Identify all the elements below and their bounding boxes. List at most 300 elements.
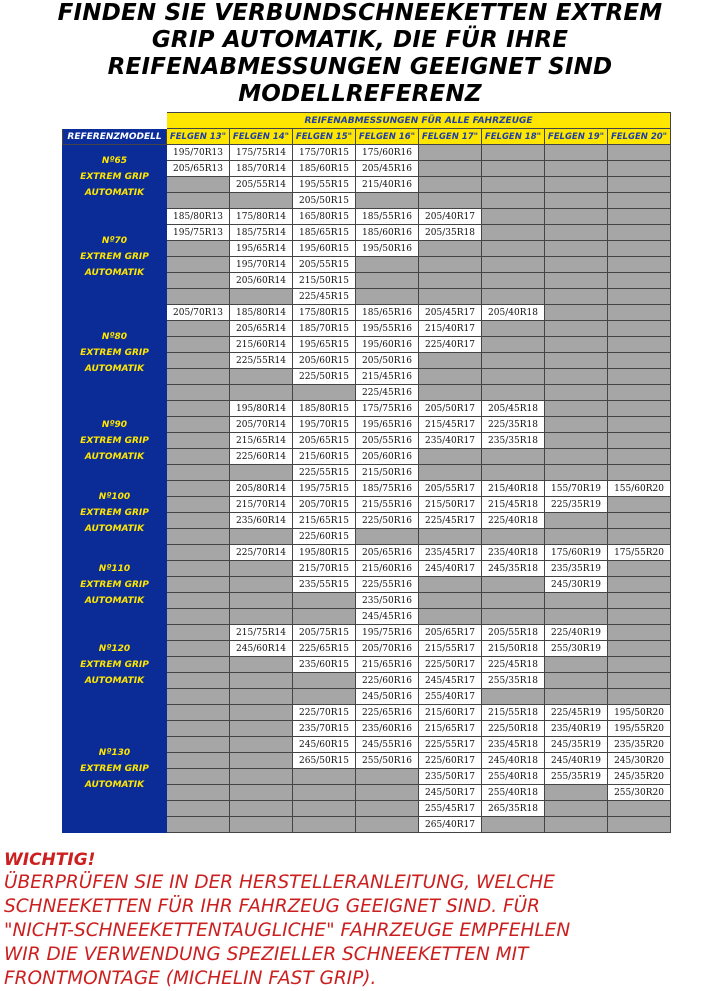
empty-cell (167, 321, 230, 337)
model-reference-line: AUTOMATIK (84, 363, 145, 374)
empty-cell (293, 801, 356, 817)
empty-cell (482, 609, 545, 625)
empty-cell (545, 673, 608, 689)
tire-size-cell: 245/40R19 (545, 753, 608, 769)
tire-size-cell: 175/70R15 (293, 145, 356, 161)
rim-size-header: FELGEN 14" (230, 129, 293, 145)
empty-cell (167, 689, 230, 705)
model-reference-line: Nº110 (98, 563, 131, 574)
tire-size-cell: 205/40R17 (419, 209, 482, 225)
notice-line: FRONTMONTAGE (MICHELIN FAST GRIP). (4, 968, 377, 989)
empty-cell (545, 145, 608, 161)
empty-cell (545, 369, 608, 385)
empty-cell (608, 433, 671, 449)
empty-cell (545, 657, 608, 673)
tire-size-cell: 225/45R16 (356, 385, 419, 401)
tire-size-cell: 265/40R17 (419, 817, 482, 833)
empty-cell (608, 369, 671, 385)
empty-cell (167, 785, 230, 801)
rim-size-header: FELGEN 15" (293, 129, 356, 145)
tire-size-cell: 185/60R15 (293, 161, 356, 177)
empty-cell (356, 529, 419, 545)
tire-size-cell: 215/45R18 (482, 497, 545, 513)
tire-size-cell: 245/35R18 (482, 561, 545, 577)
empty-cell (482, 577, 545, 593)
empty-cell (608, 145, 671, 161)
empty-cell (545, 529, 608, 545)
tire-size-cell: 165/80R15 (293, 209, 356, 225)
model-reference-line: EXTREM GRIP (80, 347, 149, 358)
rim-size-header: FELGEN 19" (545, 129, 608, 145)
tire-size-cell: 185/65R15 (293, 225, 356, 241)
empty-cell (608, 593, 671, 609)
table-row (63, 209, 671, 225)
empty-cell (545, 273, 608, 289)
tire-size-cell: 205/70R15 (293, 497, 356, 513)
empty-cell (482, 449, 545, 465)
tire-size-cell: 205/70R14 (230, 417, 293, 433)
tire-size-cell: 205/35R18 (419, 225, 482, 241)
model-reference-line: AUTOMATIK (84, 595, 145, 606)
empty-cell (608, 673, 671, 689)
tire-size-cell: 195/80R15 (293, 545, 356, 561)
empty-cell (608, 321, 671, 337)
empty-cell (482, 321, 545, 337)
empty-cell (608, 401, 671, 417)
title-line: REIFENABMESSUNGEN GEEIGNET SIND (107, 54, 613, 80)
tire-size-cell: 205/50R15 (293, 193, 356, 209)
tire-size-cell: 215/65R14 (230, 433, 293, 449)
empty-cell (545, 465, 608, 481)
tire-size-cell: 195/65R16 (356, 417, 419, 433)
tire-size-cell: 255/45R17 (419, 801, 482, 817)
tire-size-cell: 205/45R18 (482, 401, 545, 417)
empty-cell (608, 209, 671, 225)
tire-size-cell: 265/35R18 (482, 801, 545, 817)
empty-cell (419, 609, 482, 625)
empty-cell (608, 353, 671, 369)
empty-cell (167, 673, 230, 689)
empty-cell (419, 593, 482, 609)
tire-size-cell: 245/40R18 (482, 753, 545, 769)
tire-size-cell: 155/70R19 (545, 481, 608, 497)
model-reference-line: Nº130 (98, 747, 131, 758)
tire-size-cell: 225/50R16 (356, 513, 419, 529)
table-row (63, 481, 671, 497)
title-line: MODELLREFERENZ (238, 81, 482, 107)
tire-size-cell: 225/60R15 (293, 529, 356, 545)
tire-size-cell: 235/55R15 (293, 577, 356, 593)
empty-cell (545, 321, 608, 337)
tire-size-cell: 245/35R19 (545, 737, 608, 753)
tire-size-cell: 175/80R15 (293, 305, 356, 321)
empty-cell (545, 417, 608, 433)
empty-cell (230, 673, 293, 689)
empty-cell (419, 273, 482, 289)
tire-size-cell: 175/80R14 (230, 209, 293, 225)
empty-cell (356, 769, 419, 785)
tire-size-cell: 255/30R19 (545, 641, 608, 657)
notice-line: SCHNEEKETTEN FÜR IHR FAHRZEUG GEEIGNET SIND. FÜR (4, 896, 541, 917)
empty-cell (230, 385, 293, 401)
empty-cell (482, 225, 545, 241)
tire-size-cell: 205/55R17 (419, 481, 482, 497)
tire-size-cell: 175/60R16 (356, 145, 419, 161)
tire-size-cell: 255/35R19 (545, 769, 608, 785)
tire-size-cell: 175/75R14 (230, 145, 293, 161)
tire-size-cell: 255/35R18 (482, 673, 545, 689)
tire-size-cell: 195/55R20 (608, 721, 671, 737)
empty-cell (608, 257, 671, 273)
table-row (63, 145, 671, 161)
tire-size-cell: 235/45R17 (419, 545, 482, 561)
tire-size-cell: 215/40R17 (419, 321, 482, 337)
tire-size-cell: 225/50R15 (293, 369, 356, 385)
model-reference-line: AUTOMATIK (84, 451, 145, 462)
tire-size-cell: 195/70R14 (230, 257, 293, 273)
empty-cell (167, 289, 230, 305)
tire-size-cell: 205/60R14 (230, 273, 293, 289)
empty-cell (167, 177, 230, 193)
empty-cell (356, 273, 419, 289)
empty-cell (293, 593, 356, 609)
empty-cell (608, 641, 671, 657)
tire-size-cell: 205/50R17 (419, 401, 482, 417)
tire-size-cell: 205/55R16 (356, 433, 419, 449)
empty-cell (608, 817, 671, 833)
empty-cell (167, 705, 230, 721)
notice-line: ÜBERPRÜFEN SIE IN DER HERSTELLERANLEITUNG, WELCHE (4, 872, 555, 893)
empty-cell (293, 385, 356, 401)
empty-cell (608, 497, 671, 513)
empty-cell (545, 801, 608, 817)
tire-size-cell: 215/40R18 (482, 481, 545, 497)
tire-size-cell: 225/70R14 (230, 545, 293, 561)
tire-size-cell: 225/60R14 (230, 449, 293, 465)
empty-cell (482, 369, 545, 385)
empty-cell (608, 273, 671, 289)
empty-cell (167, 545, 230, 561)
empty-cell (608, 305, 671, 321)
tire-size-cell: 225/45R17 (419, 513, 482, 529)
empty-cell (230, 753, 293, 769)
empty-cell (419, 385, 482, 401)
empty-cell (167, 657, 230, 673)
empty-cell (419, 161, 482, 177)
empty-cell (608, 657, 671, 673)
model-reference-line: EXTREM GRIP (80, 251, 149, 262)
tire-size-cell: 215/40R16 (356, 177, 419, 193)
empty-cell (356, 801, 419, 817)
tire-size-cell: 205/45R17 (419, 305, 482, 321)
model-reference-line: EXTREM GRIP (80, 171, 149, 182)
tire-size-cell: 195/75R15 (293, 481, 356, 497)
tire-size-cell: 185/75R14 (230, 225, 293, 241)
empty-cell (545, 593, 608, 609)
tire-size-cell: 195/75R16 (356, 625, 419, 641)
empty-cell (545, 257, 608, 273)
tire-size-cell: 195/50R20 (608, 705, 671, 721)
empty-cell (230, 721, 293, 737)
tire-size-cell: 185/70R14 (230, 161, 293, 177)
tire-size-cell: 225/65R15 (293, 641, 356, 657)
empty-cell (167, 609, 230, 625)
empty-cell (167, 273, 230, 289)
tire-size-cell: 255/50R16 (356, 753, 419, 769)
header-corner (63, 113, 167, 129)
tire-size-cell: 215/50R16 (356, 465, 419, 481)
empty-cell (293, 689, 356, 705)
tire-size-cell: 205/60R15 (293, 353, 356, 369)
model-reference-line: EXTREM GRIP (80, 507, 149, 518)
empty-cell (608, 529, 671, 545)
ref-model-header: REFERENZMODELL (63, 129, 167, 145)
empty-cell (482, 241, 545, 257)
tire-size-cell: 215/50R15 (293, 273, 356, 289)
tire-size-cell: 205/50R16 (356, 353, 419, 369)
rim-size-header: FELGEN 13" (167, 129, 230, 145)
empty-cell (419, 369, 482, 385)
tire-size-cell: 225/50R18 (482, 721, 545, 737)
notice-heading: WICHTIG! (4, 850, 96, 870)
tire-size-cell: 235/40R17 (419, 433, 482, 449)
tire-size-cell: 215/55R18 (482, 705, 545, 721)
empty-cell (482, 817, 545, 833)
model-reference-line: Nº90 (101, 419, 128, 430)
empty-cell (356, 257, 419, 273)
empty-cell (545, 449, 608, 465)
tire-size-cell: 215/65R17 (419, 721, 482, 737)
empty-cell (167, 241, 230, 257)
empty-cell (167, 721, 230, 737)
tire-size-cell: 225/45R19 (545, 705, 608, 721)
header-all-vehicles: REIFENABMESSUNGEN FÜR ALLE FAHRZEUGE (167, 113, 671, 129)
tire-size-cell: 225/40R17 (419, 337, 482, 353)
tire-size-cell: 215/65R15 (293, 513, 356, 529)
empty-cell (608, 801, 671, 817)
tire-size-cell: 205/75R15 (293, 625, 356, 641)
empty-cell (545, 241, 608, 257)
tire-size-cell: 205/70R16 (356, 641, 419, 657)
tire-size-cell: 205/65R15 (293, 433, 356, 449)
model-reference (63, 545, 167, 625)
tire-size-cell: 195/70R15 (293, 417, 356, 433)
empty-cell (167, 641, 230, 657)
page-title (0, 0, 720, 112)
model-reference (63, 625, 167, 705)
empty-cell (419, 449, 482, 465)
empty-cell (230, 785, 293, 801)
tire-size-cell: 155/60R20 (608, 481, 671, 497)
empty-cell (167, 417, 230, 433)
empty-cell (545, 305, 608, 321)
tire-size-cell: 215/60R14 (230, 337, 293, 353)
empty-cell (482, 529, 545, 545)
empty-cell (230, 817, 293, 833)
model-reference-line: AUTOMATIK (84, 779, 145, 790)
tire-size-cell: 175/55R20 (608, 545, 671, 561)
tire-size-cell: 205/45R16 (356, 161, 419, 177)
empty-cell (167, 753, 230, 769)
tire-size-cell: 245/35R20 (608, 769, 671, 785)
empty-cell (608, 625, 671, 641)
empty-cell (293, 769, 356, 785)
tire-size-cell: 225/60R16 (356, 673, 419, 689)
model-reference (63, 209, 167, 305)
empty-cell (419, 289, 482, 305)
empty-cell (293, 609, 356, 625)
tire-size-cell: 225/45R15 (293, 289, 356, 305)
empty-cell (293, 817, 356, 833)
tire-size-cell: 195/55R16 (356, 321, 419, 337)
tire-size-cell: 255/30R20 (608, 785, 671, 801)
empty-cell (293, 673, 356, 689)
empty-cell (545, 817, 608, 833)
empty-cell (167, 561, 230, 577)
tire-size-cell: 225/55R16 (356, 577, 419, 593)
tire-size-cell: 195/50R16 (356, 241, 419, 257)
empty-cell (230, 657, 293, 673)
tire-size-cell: 245/45R17 (419, 673, 482, 689)
table-header-row (63, 129, 671, 145)
tire-size-cell: 255/40R17 (419, 689, 482, 705)
empty-cell (545, 225, 608, 241)
tire-size-cell: 215/70R15 (293, 561, 356, 577)
empty-cell (419, 257, 482, 273)
empty-cell (545, 401, 608, 417)
tire-size-cell: 205/65R17 (419, 625, 482, 641)
tire-size-cell: 195/80R14 (230, 401, 293, 417)
empty-cell (167, 257, 230, 273)
empty-cell (167, 625, 230, 641)
empty-cell (419, 145, 482, 161)
model-reference-line: Nº120 (98, 643, 131, 654)
empty-cell (230, 289, 293, 305)
empty-cell (545, 209, 608, 225)
tire-size-cell: 235/60R15 (293, 657, 356, 673)
model-reference (63, 705, 167, 833)
empty-cell (608, 609, 671, 625)
table-row (63, 545, 671, 561)
tire-size-cell: 225/40R18 (482, 513, 545, 529)
tire-size-cell: 195/60R16 (356, 337, 419, 353)
model-reference (63, 145, 167, 209)
tire-size-cell: 245/45R16 (356, 609, 419, 625)
empty-cell (608, 513, 671, 529)
notice-line: "NICHT-SCHNEEKETTENTAUGLICHE" FAHRZEUGE EMPFEHLEN (4, 920, 571, 941)
empty-cell (167, 401, 230, 417)
empty-cell (293, 785, 356, 801)
model-reference-line: EXTREM GRIP (80, 659, 149, 670)
rim-size-header: FELGEN 17" (419, 129, 482, 145)
model-reference-line: EXTREM GRIP (80, 435, 149, 446)
empty-cell (482, 145, 545, 161)
empty-cell (545, 385, 608, 401)
model-reference-line: Nº100 (98, 491, 131, 502)
rim-size-header: FELGEN 16" (356, 129, 419, 145)
empty-cell (545, 609, 608, 625)
tire-size-cell: 195/65R15 (293, 337, 356, 353)
empty-cell (419, 465, 482, 481)
empty-cell (419, 353, 482, 369)
tire-size-cell: 215/55R17 (419, 641, 482, 657)
notice-line: WIR DIE VERWENDUNG SPEZIELLER SCHNEEKETTEN MIT (4, 944, 529, 965)
tire-size-cell: 235/40R18 (482, 545, 545, 561)
tire-size-cell: 215/50R17 (419, 497, 482, 513)
empty-cell (230, 769, 293, 785)
tire-size-cell: 255/40R18 (482, 769, 545, 785)
empty-cell (230, 705, 293, 721)
model-reference (63, 481, 167, 545)
tire-size-cell: 225/60R17 (419, 753, 482, 769)
empty-cell (608, 465, 671, 481)
tire-size-cell: 195/70R13 (167, 145, 230, 161)
empty-cell (167, 353, 230, 369)
empty-cell (167, 337, 230, 353)
empty-cell (167, 433, 230, 449)
tire-size-cell: 215/60R17 (419, 705, 482, 721)
model-reference-line: Nº65 (101, 155, 128, 166)
empty-cell (167, 769, 230, 785)
empty-cell (167, 465, 230, 481)
tire-size-cell: 205/65R16 (356, 545, 419, 561)
empty-cell (230, 529, 293, 545)
empty-cell (608, 225, 671, 241)
tire-size-cell: 225/45R18 (482, 657, 545, 673)
tire-size-cell: 225/50R17 (419, 657, 482, 673)
empty-cell (167, 497, 230, 513)
tire-size-cell: 185/65R16 (356, 305, 419, 321)
tire-size-cell: 185/80R15 (293, 401, 356, 417)
empty-cell (167, 513, 230, 529)
tire-size-cell: 235/35R19 (545, 561, 608, 577)
empty-cell (167, 385, 230, 401)
empty-cell (608, 241, 671, 257)
empty-cell (356, 785, 419, 801)
empty-cell (482, 385, 545, 401)
empty-cell (230, 465, 293, 481)
empty-cell (545, 433, 608, 449)
model-reference-line: EXTREM GRIP (80, 579, 149, 590)
empty-cell (230, 801, 293, 817)
tire-size-cell: 215/50R18 (482, 641, 545, 657)
tire-size-cell: 175/60R19 (545, 545, 608, 561)
tire-size-cell: 215/60R15 (293, 449, 356, 465)
tire-size-cell: 265/50R15 (293, 753, 356, 769)
tire-size-cell: 215/65R16 (356, 657, 419, 673)
empty-cell (482, 161, 545, 177)
empty-cell (545, 289, 608, 305)
empty-cell (545, 337, 608, 353)
tire-size-cell: 235/40R19 (545, 721, 608, 737)
model-reference-line: AUTOMATIK (84, 523, 145, 534)
table-row (63, 305, 671, 321)
tire-size-cell: 245/40R17 (419, 561, 482, 577)
empty-cell (230, 689, 293, 705)
table-row (63, 705, 671, 721)
tire-size-cell: 225/55R15 (293, 465, 356, 481)
tire-size-cell: 205/55R14 (230, 177, 293, 193)
tire-size-cell: 215/70R14 (230, 497, 293, 513)
empty-cell (482, 257, 545, 273)
tire-size-cell: 185/80R14 (230, 305, 293, 321)
empty-cell (482, 193, 545, 209)
empty-cell (230, 609, 293, 625)
tire-size-cell: 235/35R20 (608, 737, 671, 753)
empty-cell (608, 161, 671, 177)
empty-cell (419, 177, 482, 193)
empty-cell (608, 289, 671, 305)
